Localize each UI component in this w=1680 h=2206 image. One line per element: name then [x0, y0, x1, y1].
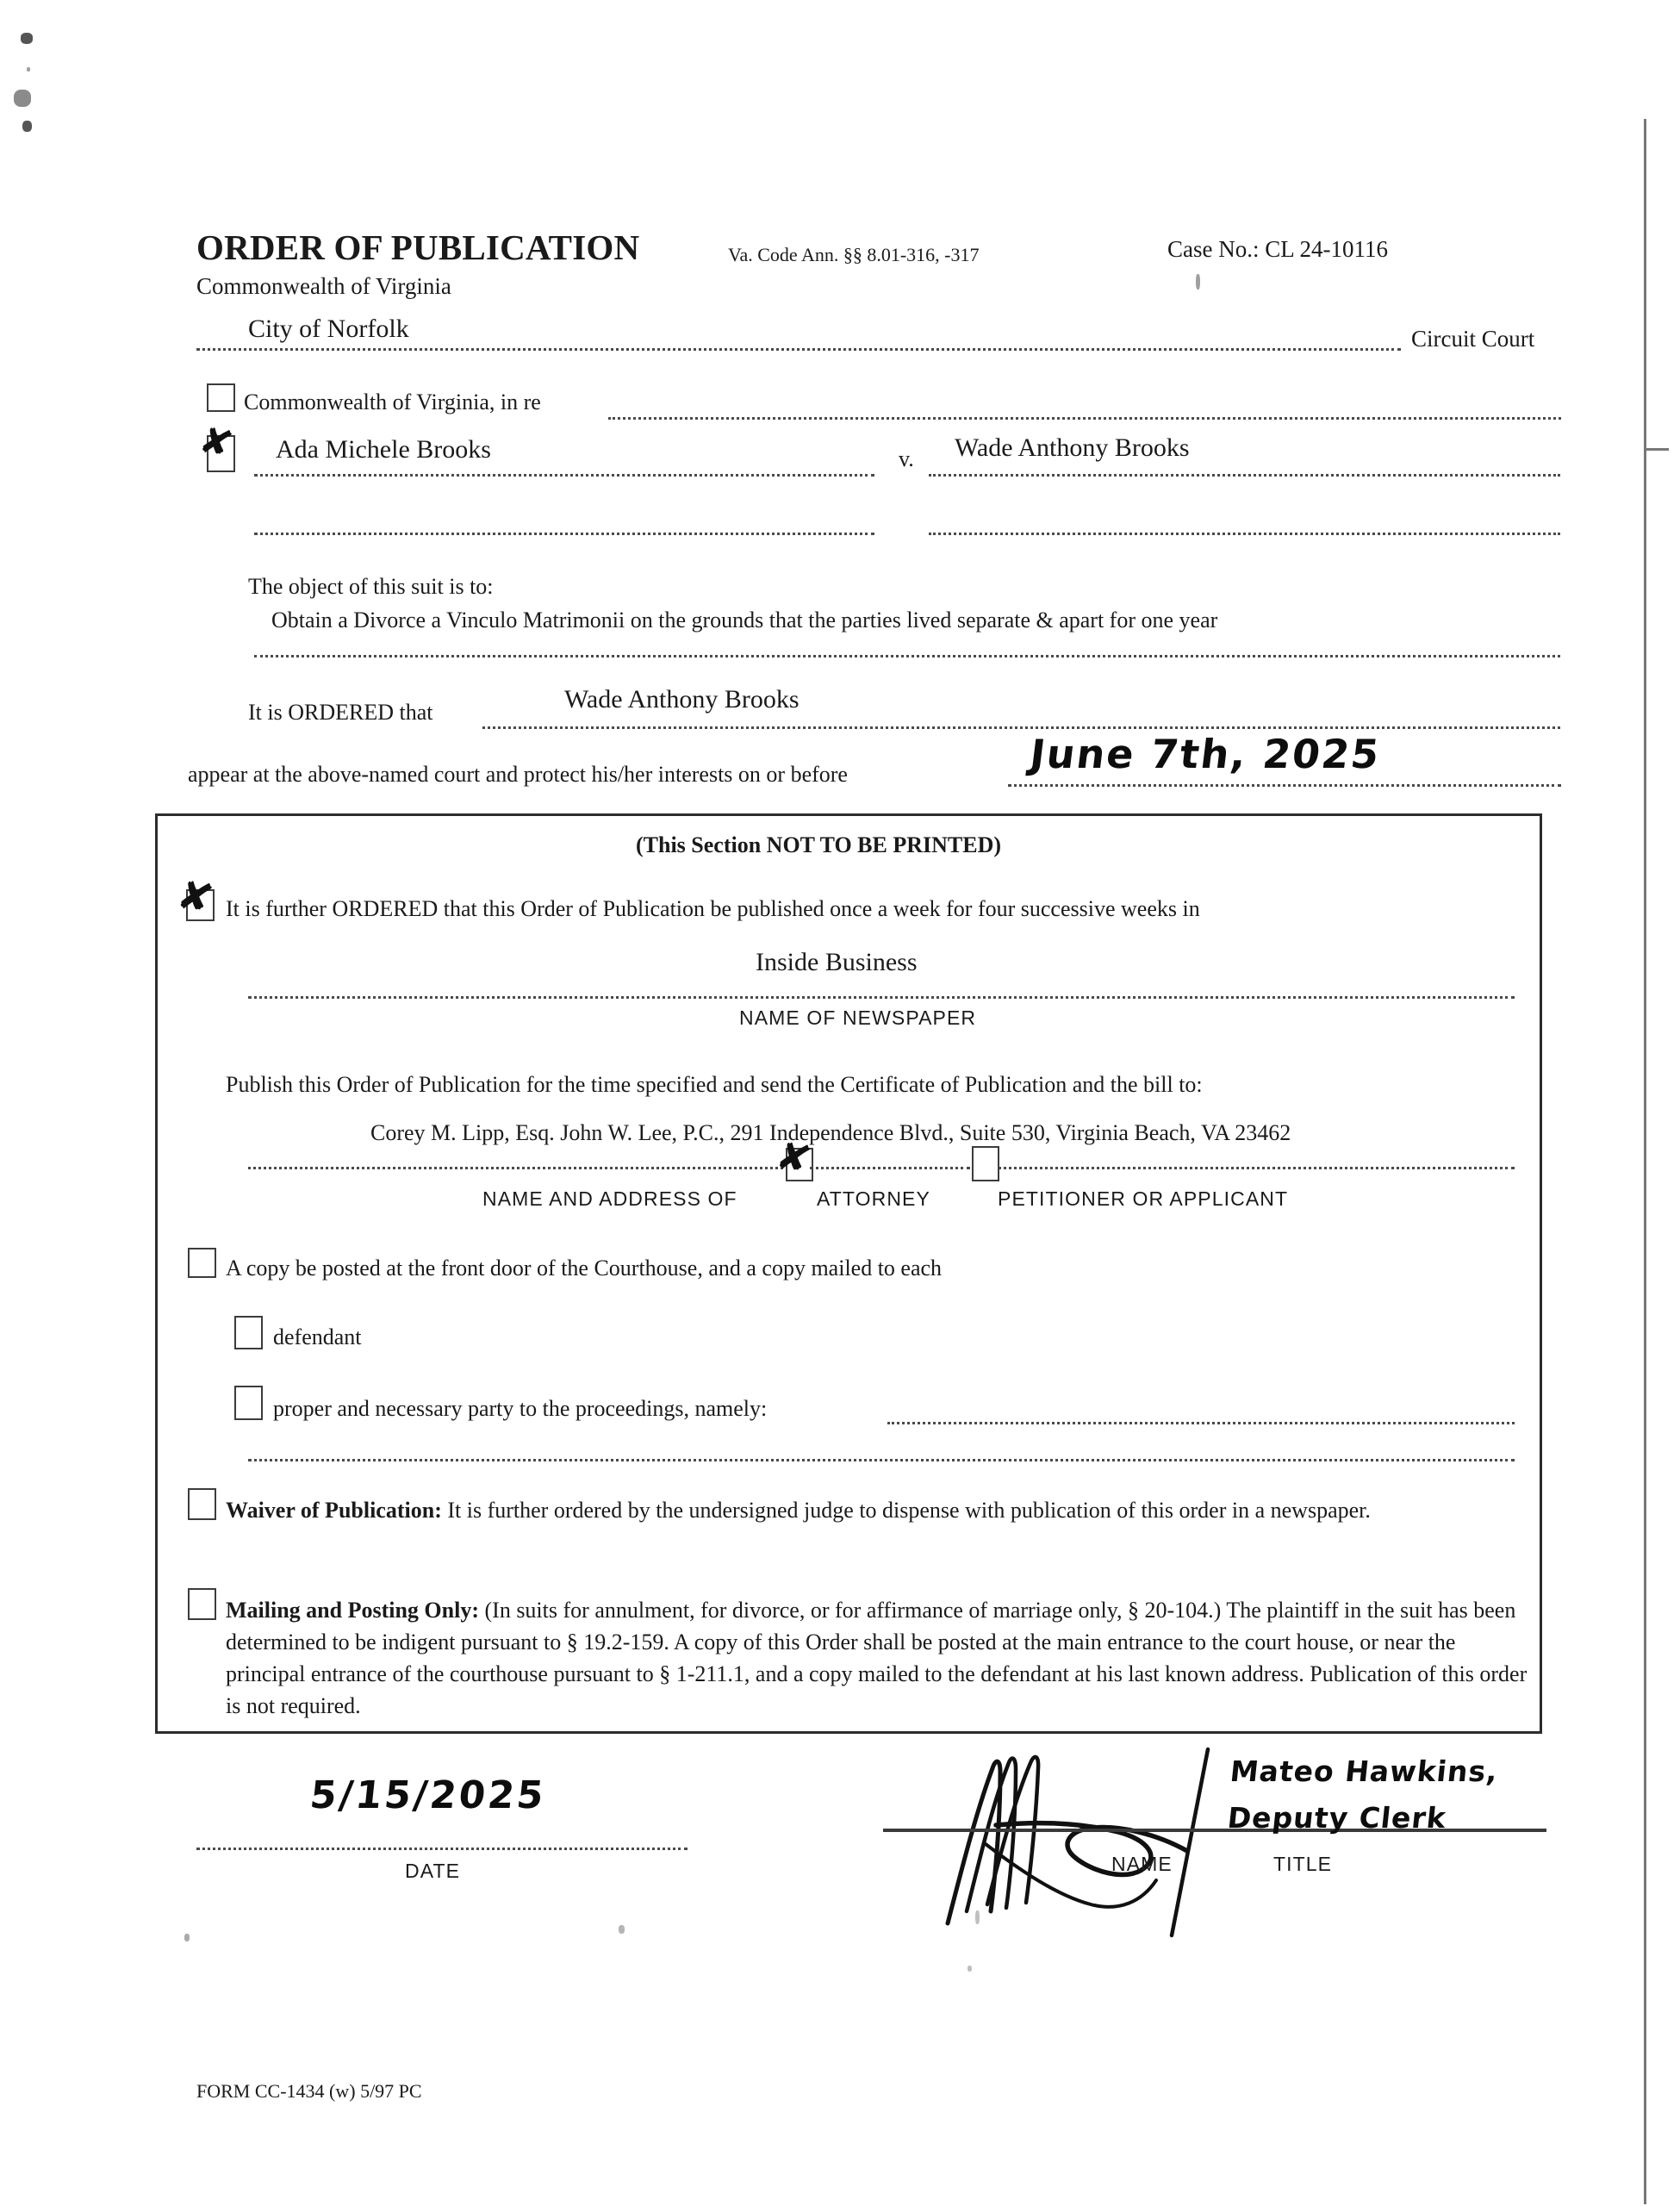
waiver-block [226, 1495, 1518, 1527]
case-number [1167, 236, 1388, 263]
scan-speck [1196, 274, 1200, 290]
waiver-title: Waiver of Publication: [226, 1498, 442, 1523]
signature-date-rule [196, 1848, 688, 1850]
case-number-label: Case No.: [1167, 236, 1260, 262]
circuit-court-label: Circuit Court [1411, 326, 1535, 352]
bill-to-text: Publish this Order of Publication for the time specified and send the Certificate of Publication and the bill to: [226, 1072, 1203, 1097]
scan-speck [27, 67, 30, 72]
checkbox-commonwealth-in-re[interactable] [207, 383, 235, 412]
locality-value: City of Norfolk [248, 315, 409, 343]
checkbox-proper-party[interactable] [234, 1386, 263, 1420]
name-address-rule-left [248, 1167, 783, 1169]
defendant-rule-second [929, 533, 1560, 535]
defendant-rule [929, 474, 1560, 477]
scan-speck [14, 90, 31, 107]
ordered-prefix: It is ORDERED that [248, 700, 433, 725]
scan-speck [184, 1934, 190, 1941]
clerk-name-handwritten: Mateo Hawkins, [1228, 1754, 1500, 1788]
plaintiff-rule-second [254, 533, 874, 535]
plaintiff-name: Ada Michele Brooks [276, 435, 491, 464]
code-citation: Va. Code Ann. §§ 8.01-316, -317 [728, 244, 980, 265]
plaintiff-rule [254, 474, 874, 477]
appear-text: appear at the above-named court and protect his/her interests on or before [188, 762, 848, 787]
appear-date-rule [1008, 784, 1561, 787]
waiver-text: It is further ordered by the undersigned judge to dispense with publication of this order in a newspaper. [447, 1498, 1371, 1523]
name-address-rule-mid [810, 1167, 970, 1169]
mailing-block [226, 1595, 1534, 1723]
posted-copy-text: A copy be posted at the front door of the Courthouse, and a copy mailed to each [226, 1256, 943, 1281]
name-address-of-label: NAME AND ADDRESS OF [482, 1187, 737, 1210]
scan-edge-line-right [1644, 119, 1646, 2204]
name-address-rule-right [998, 1167, 1515, 1169]
publish-text: It is further ORDERED that this Order of Publication be published once a week for four successive weeks in [226, 896, 1200, 921]
newspaper-rule [248, 996, 1515, 999]
scan-speck [22, 121, 32, 132]
checkbox-party-caption-mark: ✘ [195, 417, 238, 468]
commonwealth-line: Commonwealth of Virginia [196, 273, 451, 299]
checkbox-defendant[interactable] [234, 1316, 263, 1349]
newspaper-label: NAME OF NEWSPAPER [739, 1006, 977, 1029]
locality-rule [196, 348, 1401, 351]
title-label: TITLE [1273, 1853, 1333, 1875]
ordered-party-name: Wade Anthony Brooks [564, 685, 800, 714]
case-number-value: CL 24-10116 [1265, 236, 1388, 262]
attorney-address: Corey M. Lipp, Esq. John W. Lee, P.C., 291 Independence Blvd., Suite 530, Virginia Beach, VA 23462 [370, 1120, 1291, 1145]
object-heading: The object of this suit is to: [248, 574, 494, 599]
framed-section-heading: (This Section NOT TO BE PRINTED) [636, 832, 1002, 857]
defendant-name: Wade Anthony Brooks [955, 433, 1190, 462]
name-label: NAME [1111, 1853, 1173, 1875]
checkbox-attorney-mark: ✘ [771, 1131, 816, 1184]
commonwealth-in-re-label: Commonwealth of Virginia, in re [244, 389, 541, 414]
scan-speck [975, 1910, 980, 1924]
checkbox-publish[interactable] [186, 889, 215, 921]
scan-speck [968, 1966, 972, 1972]
scan-speck [21, 33, 33, 44]
appear-date-handwritten: June 7th, 2025 [1027, 731, 1384, 777]
versus-label: v. [899, 446, 914, 471]
scan-speck [619, 1925, 625, 1934]
checkbox-mailing[interactable] [188, 1588, 216, 1620]
checkbox-waiver[interactable] [188, 1488, 216, 1520]
ordered-rule [482, 726, 1560, 729]
checkbox-posted-copy[interactable] [188, 1248, 216, 1278]
proper-party-rule-second [248, 1459, 1515, 1461]
defendant-label: defendant [273, 1324, 362, 1349]
object-text: Obtain a Divorce a Vinculo Matrimonii on the grounds that the parties lived separate & apart for one year [271, 608, 1218, 633]
newspaper-name: Inside Business [756, 948, 918, 976]
scan-edge-tick [1646, 448, 1669, 451]
checkbox-petitioner[interactable] [972, 1146, 999, 1181]
form-number: FORM CC-1434 (w) 5/97 PC [196, 2080, 422, 2102]
signature-name-rule [883, 1829, 1546, 1832]
signature-date-handwritten: 5/15/2025 [308, 1773, 549, 1817]
attorney-label: ATTORNEY [817, 1187, 930, 1210]
page-title: ORDER OF PUBLICATION [196, 227, 640, 267]
date-label: DATE [405, 1860, 461, 1882]
mailing-title: Mailing and Posting Only: [226, 1598, 479, 1623]
object-rule [254, 655, 1560, 657]
petitioner-label: PETITIONER OR APPLICANT [998, 1187, 1289, 1210]
checkbox-publish-mark: ✘ [172, 870, 218, 925]
checkbox-party-caption[interactable] [207, 435, 235, 472]
proper-party-text: proper and necessary party to the proceedings, namely: [273, 1396, 768, 1421]
mailing-text: (In suits for annulment, for divorce, or for affirmance of marriage only, § 20-104.) The plaintiff in the suit has been determined to be indigent pursuant to § 19.2-159. A copy of this Order shall be posted at the main entrance to the court house, or near the principal entrance of the courthouse pursuant to § 1-211.1, and a copy mailed to the defendant at his last known address. Publication of this order is not required. [226, 1598, 1528, 1718]
checkbox-attorney[interactable] [786, 1148, 813, 1181]
proper-party-rule [887, 1422, 1515, 1424]
clerk-title-handwritten: Deputy Clerk [1225, 1801, 1448, 1835]
commonwealth-in-re-rule [608, 417, 1561, 420]
